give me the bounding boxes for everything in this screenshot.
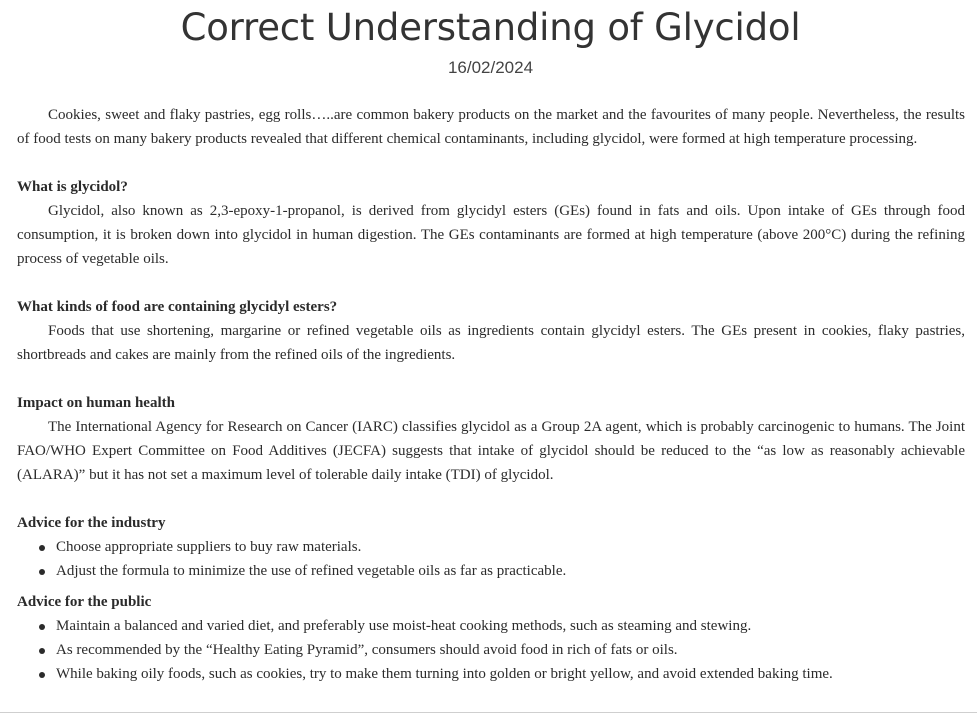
section-heading: Advice for the public bbox=[17, 594, 152, 610]
page-title: Correct Understanding of Glycidol bbox=[180, 6, 801, 49]
section-heading: Advice for the industry bbox=[17, 515, 166, 531]
section-heading: What is glycidol? bbox=[17, 179, 128, 195]
list-item-text: While baking oily foods, such as cookies, try to make them turning into golden or bright yellow, and avoid extended baking time. bbox=[56, 666, 833, 682]
bullet-icon bbox=[39, 545, 45, 551]
section-heading: Impact on human health bbox=[17, 395, 175, 411]
section-spacer bbox=[17, 583, 965, 590]
section-public-advice bbox=[17, 590, 965, 686]
section-spacer bbox=[17, 151, 965, 175]
section-health-impact bbox=[17, 391, 965, 487]
publish-date: 16/02/2024 bbox=[447, 58, 534, 77]
bullet-icon bbox=[39, 672, 45, 678]
section-industry-advice bbox=[17, 511, 965, 583]
section-spacer bbox=[17, 271, 965, 295]
bottom-divider bbox=[0, 712, 977, 713]
section-food-containing-ges bbox=[17, 295, 965, 367]
industry-advice-list bbox=[17, 535, 965, 583]
list-item bbox=[56, 535, 965, 559]
list-item-text: Adjust the formula to minimize the use of refined vegetable oils as far as practicable. bbox=[56, 563, 567, 579]
bullet-icon bbox=[39, 648, 45, 654]
section-paragraph: Foods that use shortening, margarine or refined vegetable oils as ingredients contain glycidyl esters. The GEs present in cookies, flaky pastries, shortbreads and cakes are mainly from the refined oils of the ingredients. bbox=[17, 323, 965, 363]
bullet-icon bbox=[39, 569, 45, 575]
section-spacer bbox=[17, 487, 965, 511]
intro-paragraph: Cookies, sweet and flaky pastries, egg rolls…..are common bakery products on the market and the favourites of many people. Nevertheless, the results of food tests on many bakery products revealed that different chemical contaminants, including glycidol, were formed at high temperature processing. bbox=[17, 107, 965, 147]
list-item bbox=[56, 638, 965, 662]
list-item-text: As recommended by the “Healthy Eating Pyramid”, consumers should avoid food in rich of fats or oils. bbox=[56, 642, 678, 658]
list-item bbox=[56, 662, 965, 686]
list-item bbox=[56, 559, 965, 583]
section-what-is-glycidol bbox=[17, 175, 965, 271]
bullet-icon bbox=[39, 624, 45, 630]
list-item-text: Maintain a balanced and varied diet, and preferably use moist-heat cooking methods, such as steaming and stewing. bbox=[56, 618, 752, 634]
list-item bbox=[56, 614, 965, 638]
section-heading: What kinds of food are containing glycidyl esters? bbox=[17, 299, 338, 315]
article-body bbox=[17, 103, 965, 686]
section-paragraph: Glycidol, also known as 2,3-epoxy-1-propanol, is derived from glycidyl esters (GEs) found in fats and oils. Upon intake of GEs through food consumption, it is broken down into glycidol in human digestion. The GEs contaminants are formed at high temperature (above 200°C) during the refining process of vegetable oils. bbox=[17, 203, 965, 267]
public-advice-list bbox=[17, 614, 965, 686]
section-spacer bbox=[17, 367, 965, 391]
section-paragraph: The International Agency for Research on Cancer (IARC) classifies glycidol as a Group 2A agent, which is probably carcinogenic to humans. The Joint FAO/WHO Expert Committee on Food Additives (JECFA) suggests that intake of glycidol should be reduced to the “as low as reasonably achievable (ALARA)” but it has not set a maximum level of tolerable daily intake (TDI) of glycidol. bbox=[17, 419, 965, 483]
list-item-text: Choose appropriate suppliers to buy raw materials. bbox=[56, 539, 362, 555]
